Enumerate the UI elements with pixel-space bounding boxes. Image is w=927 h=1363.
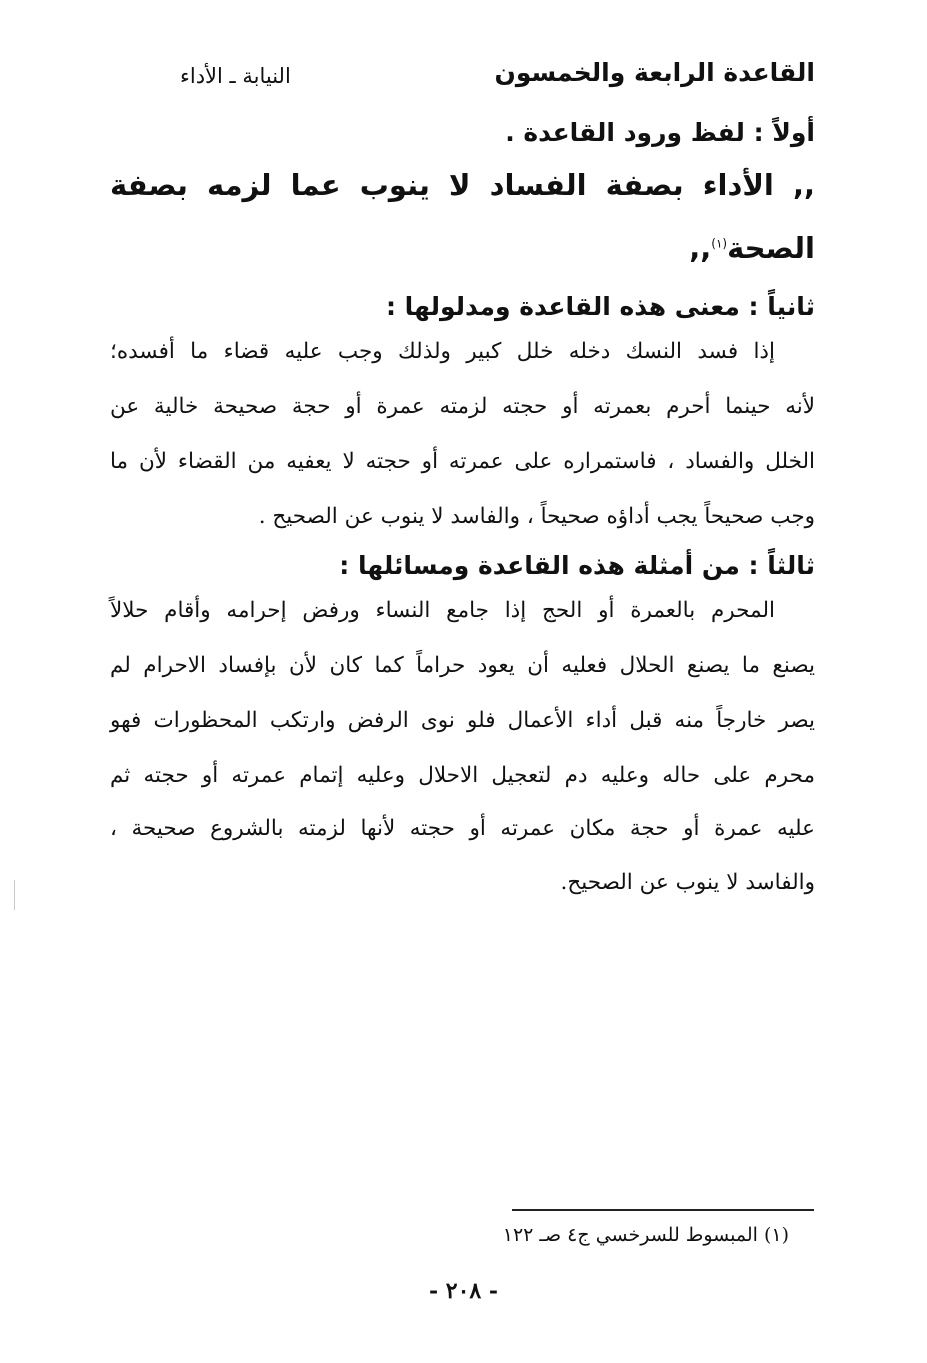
examples-line-4: محرم على حاله وعليه دم لتعجيل الاحلال وعليه إتمام عمرته أو حجته ثم xyxy=(110,763,815,788)
examples-line-5: عليه عمرة أو حجة مكان عمرته أو حجته لأنها لزمته بالشروع صحيحة ، xyxy=(110,816,815,841)
section-heading-examples: ثالثاً : من أمثلة هذه القاعدة ومسائلها : xyxy=(339,551,815,580)
footnote: (١) المبسوط للسرخسي ج٤ صـ ١٢٢ xyxy=(502,1224,789,1246)
rule-topic: النيابة ـ الأداء xyxy=(180,64,291,88)
footnote-separator xyxy=(512,1209,814,1211)
examples-line-2: يصنع ما يصنع الحلال فعليه أن يعود حراماً كما كان لأن بإفساد الاحرام لم xyxy=(110,653,815,678)
rule-quote-line-1: ,, الأداء بصفة الفساد لا ينوب عما لزمه بصفة xyxy=(110,168,815,202)
rule-quote-closing: ,, xyxy=(689,231,712,265)
examples-line-3: يصر خارجاً منه قبل أداء الأعمال فلو نوى الرفض وارتكب المحظورات فهو xyxy=(110,708,815,733)
rule-title: القاعدة الرابعة والخمسون xyxy=(494,58,815,87)
rule-quote-text: الصحة xyxy=(727,231,815,265)
footnote-reference: (١) xyxy=(711,236,728,251)
section-heading-meaning: ثانياً : معنى هذه القاعدة ومدلولها : xyxy=(385,292,815,321)
meaning-line-4: وجب صحيحاً يجب أداؤه صحيحاً ، والفاسد لا ينوب عن الصحيح . xyxy=(258,504,815,529)
scan-artifact xyxy=(14,880,15,910)
examples-line-1: المحرم بالعمرة أو الحج إذا جامع النساء ورفض إحرامه وأقام حلالاً xyxy=(110,598,775,623)
rule-quote-line-2 xyxy=(110,231,815,265)
page-number: - ٢٠٨ - xyxy=(428,1278,499,1304)
meaning-line-2: لأنه حينما أحرم بعمرته أو حجته لزمته عمرة أو حجة صحيحة خالية عن xyxy=(110,394,815,419)
examples-line-6: والفاسد لا ينوب عن الصحيح. xyxy=(560,870,815,895)
meaning-line-3: الخلل والفساد ، فاستمراره على عمرته أو حجته لا يعفيه من القضاء لأن ما xyxy=(110,449,815,474)
section-heading-wording: أولاً : لفظ ورود القاعدة . xyxy=(505,118,815,147)
meaning-line-1: إذا فسد النسك دخله خلل كبير ولذلك وجب عليه قضاء ما أفسده؛ xyxy=(110,339,775,364)
